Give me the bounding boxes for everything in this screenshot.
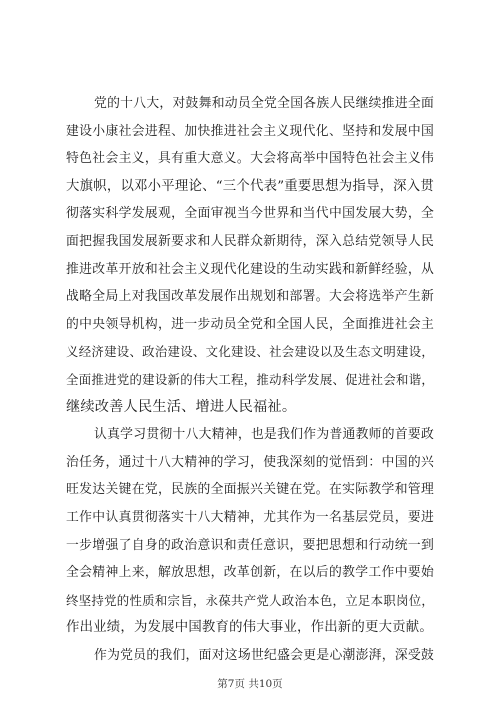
document-body [66, 90, 434, 669]
text-line: 工作中认真贯彻落实十八大精神，尤其作为一名基层党员，要进 [66, 509, 434, 525]
text-line: 治任务，通过十八大精神的学习，使我深刻的觉悟到：中国的兴 [66, 454, 434, 470]
text-line: 继续改善人民生活、增进人民福祉。 [66, 398, 297, 415]
text-line: 战略全局上对我国改革发展作出规划和部署。大会将选举产生新 [66, 289, 434, 305]
text-line: 大旗帜，以邓小平理论、“三个代表”重要思想为指导，深入贯 [66, 178, 434, 194]
text-line: 党的十八大，对鼓舞和动员全党全国各族人民继续推进全面 [94, 96, 434, 111]
text-line: 全面推进党的建设新的伟大工程，推动科学发展、促进社会和谐， [66, 371, 434, 387]
text-line: 义经济建设、政治建设、文化建设、社会建设以及生态文明建设， [66, 344, 434, 360]
text-line: 全会精神上来，解放思想，改革创新，在以后的教学工作中要始 [66, 565, 434, 581]
text-line: 的中央领导机构，进一步动员全党和全国人民，全面推进社会主 [66, 316, 434, 332]
text-line: 推进改革开放和社会主义现代化建设的生动实践和新鲜经验，从 [66, 261, 434, 277]
text-line: 彻落实科学发展观，全面审视当今世界和当代中国发展大势，全 [66, 206, 434, 222]
text-line: 建设小康社会进程、加快推进社会主义现代化、坚持和发展中国 [66, 123, 434, 139]
text-line: 作为党员的我们，面对这场世纪盛会更是心潮澎湃，深受鼓 [94, 647, 434, 663]
text-line: 终坚持党的性质和宗旨，永葆共产党人政治本色，立足本职岗位， [66, 592, 434, 608]
text-line: 旺发达关键在党，民族的全面振兴关键在党。在实际教学和管理 [66, 482, 434, 498]
text-line: 特色社会主义，具有重大意义。大会将高举中国特色社会主义伟 [66, 151, 434, 167]
text-line: 面把握我国发展新要求和人民群众新期待，深入总结党领导人民 [66, 233, 434, 249]
text-line: 作出业绩，为发展中国教育的伟大事业，作出新的更大贡献。 [66, 620, 433, 636]
page-number: 第7页 共10页 [217, 678, 283, 690]
text-line: 认真学习贯彻十八大精神，也是我们作为普通教师的首要政 [94, 427, 434, 443]
text-line: 一步增强了自身的政治意识和责任意识，要把思想和行动统一到 [66, 537, 434, 553]
